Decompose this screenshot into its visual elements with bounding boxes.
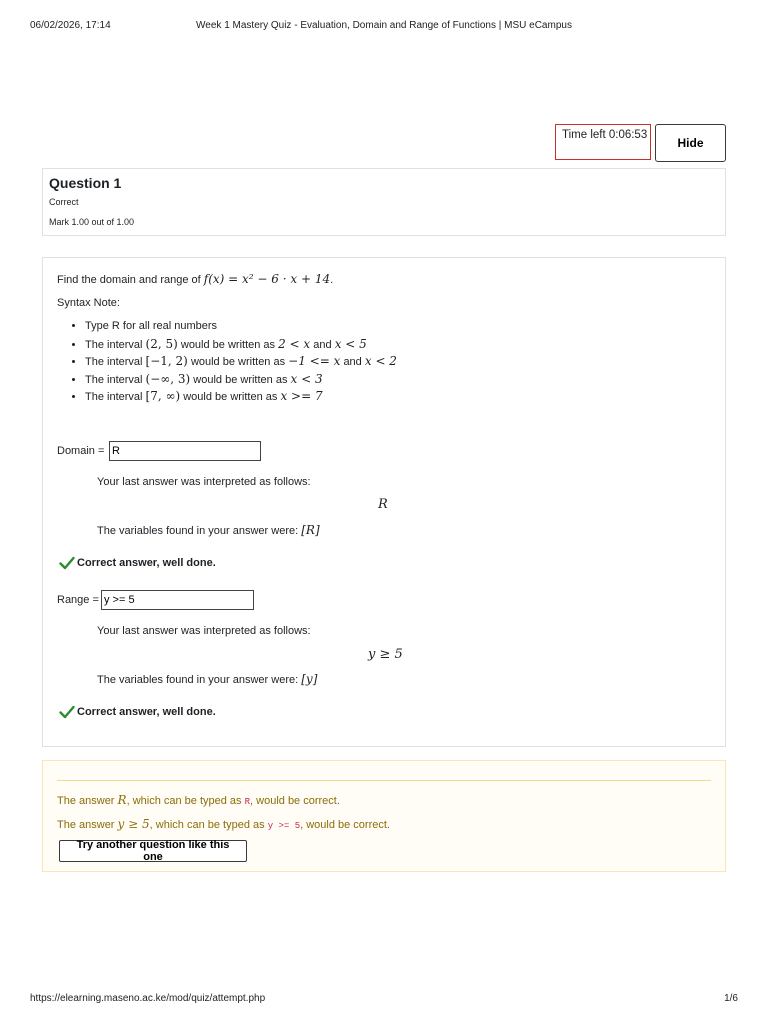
print-page-title: Week 1 Mastery Quiz - Evaluation, Domain and Range of Functions | MSU eCampus (196, 20, 572, 31)
check-icon (59, 556, 75, 570)
syntax-note-heading: Syntax Note: (57, 297, 120, 309)
syntax-inequality: −1 <= x (288, 354, 341, 368)
question-formulation (42, 257, 726, 747)
syntax-text: would be written as (193, 373, 288, 386)
domain-variables (97, 523, 320, 537)
domain-feedback (59, 556, 216, 570)
syntax-item (85, 353, 397, 371)
range-interpretation-math: y ≥ 5 (368, 647, 403, 662)
prompt-function: f(x) = x² − 6 · x + 14 (203, 272, 331, 286)
question-prompt (57, 272, 333, 286)
domain-input[interactable] (109, 441, 261, 461)
syntax-interval: [−1, 2) (145, 354, 188, 368)
right-answer-text: , which can be typed as (149, 819, 265, 831)
domain-feedback-text: Correct answer, well done. (77, 557, 216, 569)
question-number: Question 1 (49, 175, 122, 191)
range-feedback-text: Correct answer, well done. (77, 706, 216, 718)
syntax-inequality: x < 3 (290, 371, 323, 386)
prompt-text: Find the domain and range of (57, 274, 201, 286)
syntax-text: and (313, 338, 332, 351)
syntax-inequality: x >= 7 (280, 389, 323, 403)
right-answer-text: The answer (57, 819, 115, 831)
right-answer-1 (57, 793, 340, 807)
print-page-number: 1/6 (724, 993, 738, 1004)
question-grade: Mark 1.00 out of 1.00 (49, 217, 135, 227)
right-answer-2 (57, 817, 390, 831)
question-info (42, 168, 726, 236)
range-variables (97, 672, 317, 686)
right-answer-math: y ≥ 5 (117, 817, 150, 831)
domain-interpretation-text: Your last answer was interpreted as follows: (97, 476, 311, 488)
outcome-divider (57, 780, 711, 781)
range-interpretation-text: Your last answer was interpreted as follows: (97, 625, 311, 637)
syntax-text: would be written as (183, 391, 278, 403)
question-state: Correct (49, 197, 79, 207)
syntax-inequality: x < 2 (364, 354, 397, 368)
right-answer-code: y >= 5 (267, 821, 301, 831)
syntax-text: and (343, 356, 362, 368)
syntax-item (85, 336, 397, 354)
right-answer-text: , would be correct. (300, 819, 390, 831)
syntax-text: The interval (85, 338, 143, 351)
range-variables-text: The variables found in your answer were: (97, 674, 299, 686)
syntax-item (85, 318, 397, 336)
domain-variables-text: The variables found in your answer were: (97, 525, 299, 537)
syntax-interval: (−∞, 3) (145, 371, 191, 386)
print-url: https://elearning.maseno.ac.ke/mod/quiz/attempt.php (30, 993, 266, 1004)
syntax-item (85, 371, 397, 389)
range-variables-math: [y] (301, 672, 318, 686)
right-answer-text: , which can be typed as (126, 795, 242, 807)
hide-timer-button[interactable]: Hide (655, 124, 726, 162)
syntax-interval: (2, 5) (145, 336, 178, 351)
right-answer-box (42, 760, 726, 872)
syntax-list (57, 318, 397, 406)
syntax-text: Type R for all real numbers (85, 320, 218, 332)
right-answer-code: R (244, 797, 251, 807)
domain-variables-math: [R] (301, 523, 320, 537)
quiz-timer: Time left 0:06:53 (555, 124, 651, 160)
try-another-question-button[interactable]: Try another question like this one (59, 840, 247, 862)
syntax-item (85, 388, 397, 406)
syntax-text: would be written as (190, 356, 286, 368)
syntax-interval: [7, ∞) (145, 389, 181, 403)
right-answer-text: , would be correct. (250, 795, 340, 807)
print-date: 06/02/2026, 17:14 (30, 20, 111, 31)
range-feedback (59, 705, 216, 719)
syntax-inequality: 2 < x (278, 336, 311, 351)
right-answer-text: The answer (57, 795, 115, 807)
range-input[interactable] (101, 590, 254, 610)
domain-label: Domain = (57, 445, 105, 457)
right-answer-math: R (117, 793, 127, 807)
check-icon (59, 705, 75, 719)
syntax-inequality: x < 5 (334, 336, 367, 351)
range-label: Range = (57, 594, 99, 606)
prompt-period: . (330, 274, 334, 286)
syntax-text: The interval (85, 373, 143, 386)
syntax-text: would be written as (180, 338, 276, 351)
syntax-text: The interval (85, 391, 143, 403)
domain-interpretation-math: R (378, 497, 388, 512)
syntax-text: The interval (85, 356, 143, 368)
